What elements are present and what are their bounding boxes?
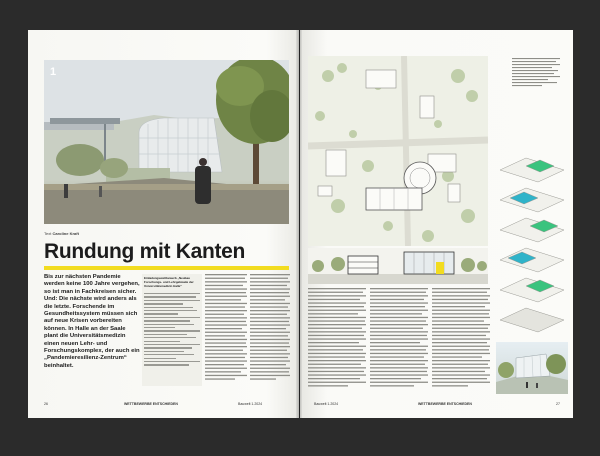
issue-label-right: Bauwelt 1.2024 bbox=[314, 402, 339, 406]
figure-caption bbox=[512, 58, 562, 133]
right-body-column-1 bbox=[308, 288, 366, 403]
spread-gutter bbox=[296, 30, 302, 418]
body-text-lines bbox=[370, 288, 428, 398]
caption-lines bbox=[512, 58, 562, 128]
isometric-floor-diagrams bbox=[496, 156, 568, 336]
detail-rendering-illustration bbox=[496, 342, 568, 394]
author-name: Caroline Kraft bbox=[52, 231, 79, 236]
author-credit-label: Text bbox=[44, 231, 52, 236]
section-label-right: WETTBEWERBE ENTSCHIEDEN bbox=[418, 402, 472, 406]
info-box-heading: Einladungswettbewerb „Neubau Forschungs- und Lehrgebäude der Universitätsmedizin Halle“ bbox=[144, 276, 194, 288]
page-number-left: 26 bbox=[44, 402, 48, 406]
magazine-spread bbox=[28, 30, 573, 418]
body-column-2 bbox=[250, 274, 290, 387]
site-plan bbox=[308, 56, 488, 246]
right-body-column-3 bbox=[432, 288, 490, 403]
image-number: 1 bbox=[50, 66, 57, 78]
body-text-lines bbox=[432, 288, 490, 398]
competition-info-box bbox=[142, 274, 202, 386]
hero-photo-illustration bbox=[44, 60, 289, 224]
detail-rendering bbox=[496, 342, 568, 394]
section-label-left: WETTBEWERBE ENTSCHIEDEN bbox=[124, 402, 178, 406]
site-plan-drawing bbox=[308, 56, 488, 246]
right-page bbox=[300, 30, 573, 418]
body-text-lines bbox=[308, 288, 366, 398]
article-headline: Rundung mit Kanten bbox=[44, 240, 246, 263]
issue-label-left: Bauwelt 1.2024 bbox=[238, 402, 263, 406]
body-column-1 bbox=[205, 274, 247, 387]
author-credit bbox=[44, 231, 79, 236]
body-text-lines bbox=[250, 274, 290, 382]
section-drawing bbox=[308, 248, 488, 284]
accent-bar bbox=[44, 266, 289, 270]
left-page bbox=[28, 30, 299, 418]
hero-photo bbox=[44, 60, 289, 224]
page-number-right: 27 bbox=[556, 402, 560, 406]
isometric-diagram-illustration bbox=[496, 156, 568, 336]
lead-paragraph: Bis zur nächsten Pandemie werden keine 100 Jahre vergehen, so ist man in Fachkreisen sicher. Und: Die nächste wird anders als die letzte. Forschende im Gesundheitssystem müssen sich auf neue Krisen vorbereiten können. In Halle an der Saale plant die Universitätsmedizin einen neuen Lehr- und Forschungskomplex, der auch ein „Pandemieresilienz-Zentrum“ beinhaltet. bbox=[44, 274, 140, 369]
section-drawing-illustration bbox=[308, 248, 488, 284]
body-text-lines bbox=[205, 274, 247, 382]
right-body-column-2 bbox=[370, 288, 428, 403]
